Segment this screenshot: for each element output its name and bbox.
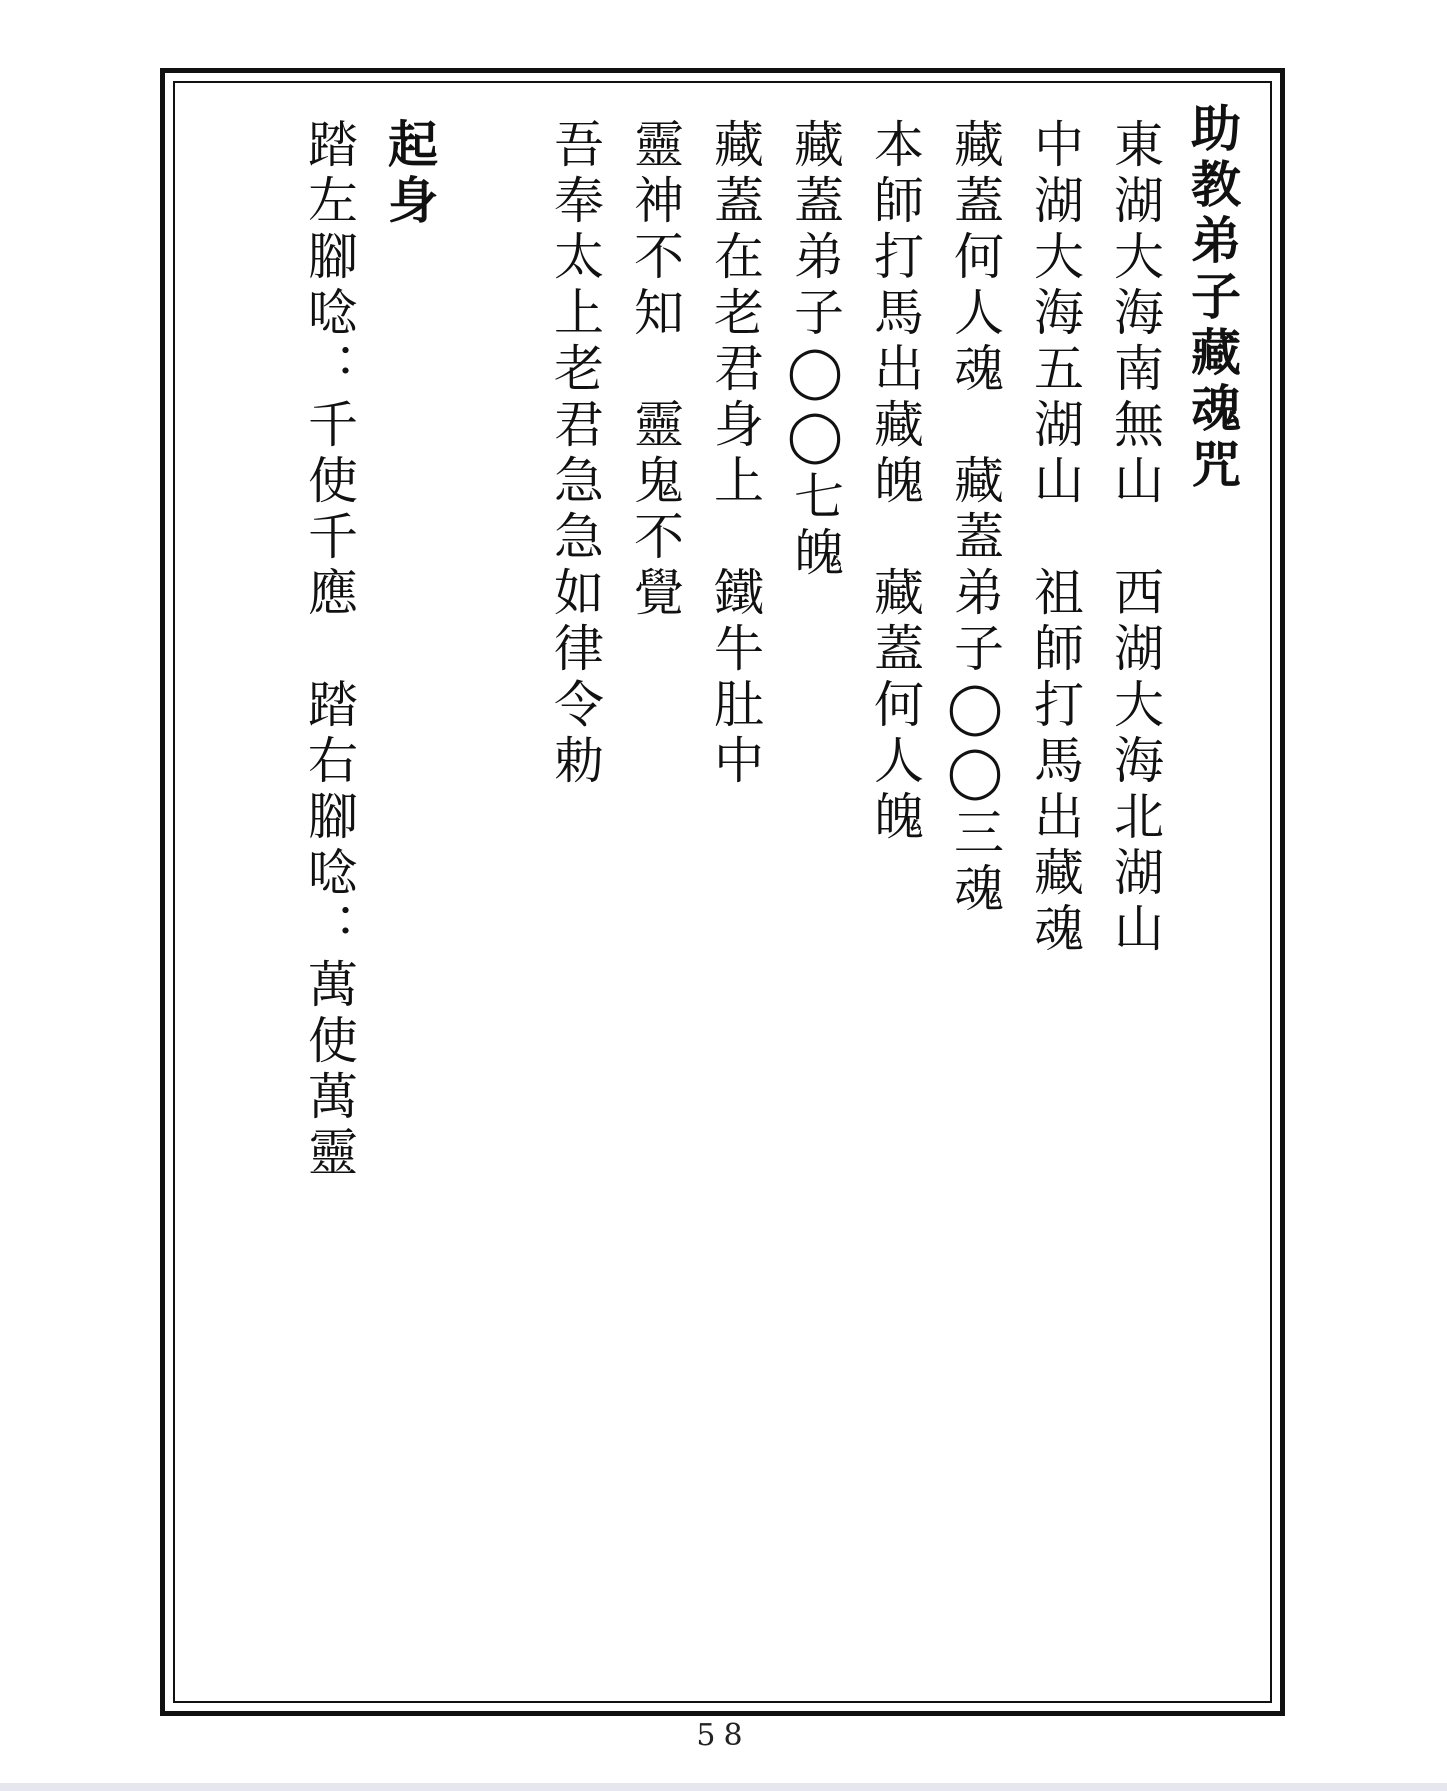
incantation-line-7: 靈神不知 靈鬼不覺	[626, 118, 684, 622]
rise-instruction-line: 踏左腳唸：千使千應 踏右腳唸：萬使萬靈	[300, 118, 358, 1182]
incantation-line-3: 藏蓋何人魂 藏蓋弟子◯◯三魂	[946, 118, 1004, 918]
incantation-line-2: 中湖大海五湖山 祖師打馬出藏魂	[1026, 118, 1084, 958]
incantation-line-6: 藏蓋在老君身上 鐵牛肚中	[706, 118, 764, 790]
page-number: 58	[696, 1718, 751, 1753]
incantation-line-5: 藏蓋弟子◯◯七魄	[786, 118, 844, 582]
viewer-bottom-edge	[0, 1783, 1447, 1791]
incantation-line-4: 本師打馬出藏魄 藏蓋何人魄	[866, 118, 924, 846]
incantation-title: 助教弟子藏魂咒	[1183, 102, 1242, 494]
incantation-line-1: 東湖大海南無山 西湖大海北湖山	[1106, 118, 1164, 958]
section-title-rise: 起身	[380, 118, 439, 230]
incantation-line-8: 吾奉太上老君急急如律令勅	[546, 118, 604, 790]
